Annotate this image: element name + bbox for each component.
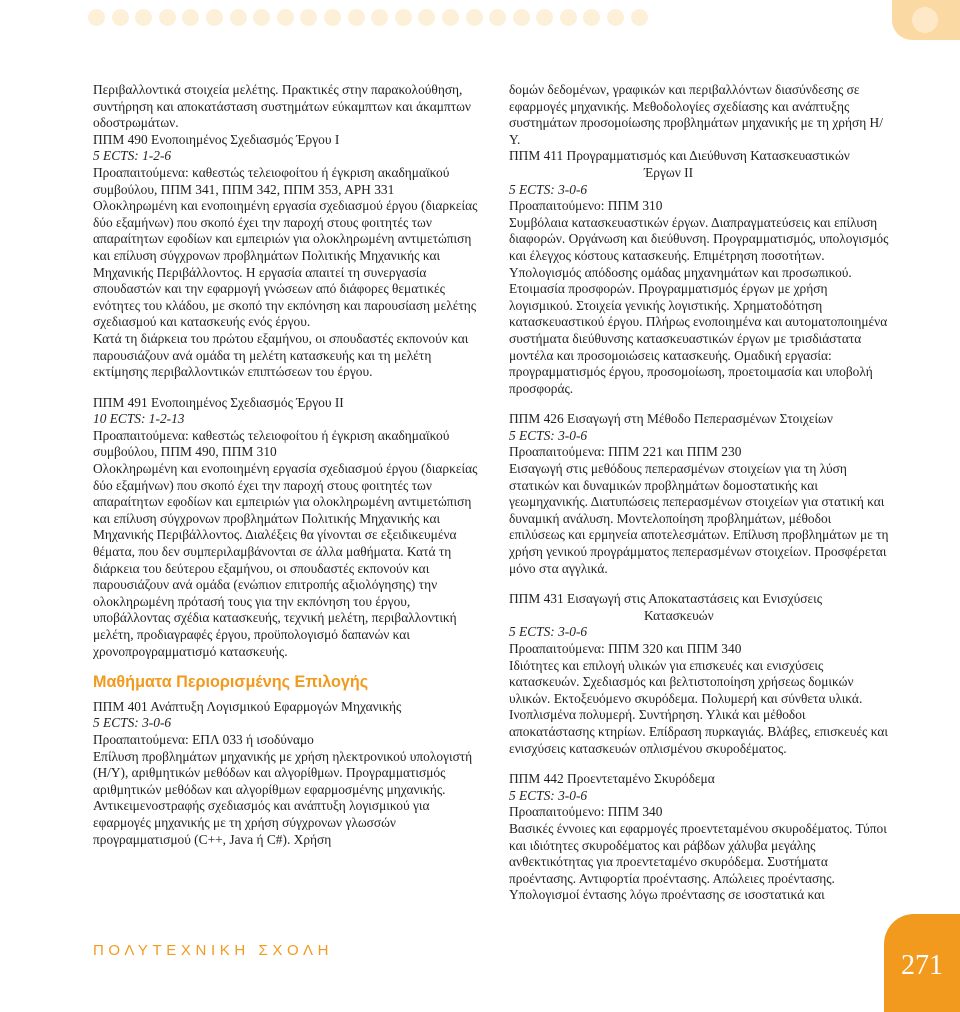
header-dot xyxy=(88,9,105,26)
header-dot xyxy=(206,9,223,26)
course-description-continued: Κατά τη διάρκεια του πρώτου εξαμήνου, οι σπουδαστές εκπονούν και παρουσιάζουν ανά ομάδα τη μελέτη κατασκευής και τη μελέτη εκτίμησης περιβαλλοντικών επιπτώσεων του έργου. xyxy=(93,330,469,380)
course-ects: 5 ECTS: 3-0-6 xyxy=(509,624,588,640)
course-title: ΠΠΜ 426 Εισαγωγή στη Μέθοδο Πεπερασμένων Στοιχείων xyxy=(509,411,833,427)
header-dot xyxy=(536,9,553,26)
footer-school-name: ΠΟΛΥΤΕΧΝΙΚΗ ΣΧΟΛΗ xyxy=(93,942,334,959)
course-title-line1: ΠΠΜ 431 Εισαγωγή στις Αποκαταστάσεις και Ενισχύσεις xyxy=(509,591,823,607)
course-title-line2: Κατασκευών xyxy=(644,607,714,623)
page-number-box xyxy=(884,914,960,1012)
course-ects: 5 ECTS: 3-0-6 xyxy=(509,787,588,803)
header-dots xyxy=(88,9,648,26)
course-title xyxy=(509,148,889,181)
page-number: 271 xyxy=(901,950,943,981)
course-ppm491 xyxy=(93,395,483,661)
header-dot xyxy=(159,9,176,26)
header-dot xyxy=(371,9,388,26)
header-dot xyxy=(324,9,341,26)
header-dot xyxy=(466,9,483,26)
course-description: Επίλυση προβλημάτων μηχανικής με χρήση ηλεκτρονικού υπολογιστή (Η/Υ), αριθμητικών μεθόδων και αλγορίθμων. Προγραμματισμός αριθμητικών μεθόδων και αλγορίθμων εφαρμοσμένης μηχανικής. Αντικειμενοστραφής σχεδιασμός και ανάπτυξη λογισμικού για εφαρμογές μηχανικής με τη χρήση σύγχρονων γλωσσών προγραμματισμού (C++, Java ή C#). Χρήση xyxy=(93,748,473,847)
right-column xyxy=(509,82,889,918)
section-heading: Μαθήματα Περιορισμένης Επιλογής xyxy=(93,673,369,692)
header-dot xyxy=(489,9,506,26)
course-prerequisites: Προαπαιτούμενο: ΠΠΜ 310 xyxy=(509,198,663,214)
course-ppm401 xyxy=(93,699,483,848)
header-dot xyxy=(182,9,199,26)
course-title: ΠΠΜ 401 Ανάπτυξη Λογισμικού Εφαρμογών Μηχανικής xyxy=(93,698,402,714)
course-description: Βασικές έννοιες και εφαρμογές προεντεταμένου σκυροδέματος. Τύποι και ιδιότητες σκυροδέματος και ράβδων χάλυβα μεγάλης ανθεκτικότητας για προεντεταμένο σκυρόδεμα. Συστήματα προέντασης. Αντιφορτία προέντασης. Απώλειες προέντασης. Υπολογισμοί έντασης λόγω προέντασης σε ισοστατικά και xyxy=(509,820,887,903)
course-description: Εισαγωγή στις μεθόδους πεπερασμένων στοιχείων για τη λύση στατικών και δυναμικών προβλημάτων δομοστατικής και γεωμηχανικής. Διατυπώσεις πεπερασμένων στοιχείων για στατική και δυναμική ανάλυση. Μοντελοποίηση προβλημάτων, μέθοδοι επιλύσεως και ερμηνεία αποτελεσμάτων. Επίλυση προβλημάτων με τη χρήση γενικού προγράμματος πεπερασμένων στοιχείων. Προσφέρεται μόνο στα αγγλικά. xyxy=(509,461,889,576)
course-title: ΠΠΜ 491 Ενοποιημένος Σχεδιασμός Έργου ΙΙ xyxy=(93,394,344,410)
course-title-line1: ΠΠΜ 411 Προγραμματισμός και Διεύθυνση Κατασκευαστικών xyxy=(509,148,850,164)
header-dot xyxy=(277,9,294,26)
course-prerequisites: Προαπαιτούμενα: ΠΠΜ 221 και ΠΠΜ 230 xyxy=(509,444,742,460)
header-dot xyxy=(253,9,270,26)
course-title: ΠΠΜ 442 Προεντεταμένο Σκυρόδεμα xyxy=(509,771,715,787)
header-dot xyxy=(112,9,129,26)
course-description: Συμβόλαια κατασκευαστικών έργων. Διαπραγματεύσεις και επίλυση διαφορών. Οργάνωση και διεύθυνση. Προγραμματισμός, υπολογισμός και έλεγχος κόστους κατασκευής. Επιμέτρηση ποσοτήτων. Υπολογισμός απόδοσης ομάδας μηχανημάτων και προσωπικού. Ετοιμασία προσφορών. Προγραμματισμός έργων με χρήση λογισμικού. Στοιχεία γενικής λογιστικής. Χρηματοδότηση κατασκευαστικού έργου. Πλήρως ενοποιημένα και αυτοματοποιημένα συστήματα διεύθυνσης κατασκευαστικών έργων με τρισδιάστατα μοντέλα και προσομοιώσεις κατασκευής. Ομαδική εργασία: προγραμματισμός έργου, προσομοίωση, προετοιμασία και υποβολή προσφοράς. xyxy=(509,214,889,396)
course-description: Ιδιότητες και επιλογή υλικών για επισκευές και ενισχύσεις κατασκευών. Σχεδιασμός και βελτιστοποίηση χρήσεως δομικών υλικών. Εκτοξευόμενο σκυρόδεμα. Πολυμερή και σύνθετα υλικά. Ινοπλισμένα πολυμερή. Συντήρηση. Υλικά και μέθοδοι αποκατάστασης κτηρίων. Επίδραση πυρκαγιάς. Βλάβες, επισκευές και ενισχύσεις κατασκευών οπλισμένου σκυροδέματος. xyxy=(509,657,888,756)
left-intro-text: Περιβαλλοντικά στοιχεία μελέτης. Πρακτικές στην παρακολούθηση, συντήρηση και αποκατάσταση συστημάτων εύκαμπτων και άκαμπτων οδοστρωμάτων. xyxy=(93,82,471,131)
course-title-line2: Έργων ΙΙ xyxy=(644,164,694,180)
course-ppm431 xyxy=(509,591,889,757)
course-prerequisites: Προαπαιτούμενα: ΠΠΜ 320 και ΠΠΜ 340 xyxy=(509,641,742,656)
course-prerequisites: Προαπαιτούμενο: ΠΠΜ 340 xyxy=(509,804,663,820)
header-dot xyxy=(442,9,459,26)
course-ppm490 xyxy=(93,132,483,381)
course-ects: 5 ECTS: 3-0-6 xyxy=(509,181,588,197)
header-dot xyxy=(631,9,648,26)
header-dot xyxy=(348,9,365,26)
course-ects: 5 ECTS: 1-2-6 xyxy=(93,148,172,164)
course-description: Ολοκληρωμένη και ενοποιημένη εργασία σχεδιασμού έργου (διαρκείας δύο εξαμήνων) που σκοπό έχει την παροχή στους φοιτητές των απαραίτητων εφοδίων και εμπειριών για ολοκληρωμένη αντιμετώπιση και επίλυση σύγχρονων προβλημάτων Πολιτικής Μηχανικής και Μηχανικής Περιβάλλοντος. Η εργασία απαιτεί τη συνεργασία σπουδαστών και την εφαρμογή γνώσεων από διάφορες θεματικές ενότητες του κλάδου, με σκοπό την εκπόνηση και παρουσίαση μελέτης σχεδιασμού και κατασκευής ενός έργου. xyxy=(93,198,478,330)
course-ects: 5 ECTS: 3-0-6 xyxy=(93,715,172,731)
header-dot xyxy=(583,9,600,26)
header-dot xyxy=(230,9,247,26)
course-ects: 10 ECTS: 1-2-13 xyxy=(93,411,185,427)
course-prerequisites: Προαπαιτούμενα: καθεστώς τελειοφοίτου ή έγκριση ακαδημαϊκού συμβούλου, ΠΠΜ 490, ΠΠΜ 310 xyxy=(93,427,450,460)
course-ppm411 xyxy=(509,148,889,397)
course-description: Ολοκληρωμένη και ενοποιημένη εργασία σχεδιασμού έργου (διαρκείας δύο εξαμήνων) που σκοπό έχει την παροχή στους φοιτητές των απαραίτητων εφοδίων και εμπειριών για ολοκληρωμένη αντιμετώπιση και επίλυση σύγχρονων προβλημάτων Πολιτικής Μηχανικής και Μηχανικής Περιβάλλοντος. Διαλέξεις θα γίνονται σε εξειδικευμένα θέματα, που δεν συμπεριλαμβάνονται σε άλλα μαθήματα. Κατά τη διάρκεια του δεύτερου εξαμήνου, οι σπουδαστές εκπονούν και παρουσιάζουν ανά ομάδα (ενώπιον επιτροπής αξιολόγησης) την ολοκληρωμένη πρότασή τους για την εκπόνηση του έργου, υποβάλλοντας σχέδια κατασκευής, τεχνική μελέτη, περιβαλλοντική μελέτη, προδιαγραφές έργου, προϋπολογισμό δαπανών και χρονοπρογραμματισμό κατασκευής. xyxy=(93,461,478,659)
course-title xyxy=(509,591,889,624)
header-corner-decoration xyxy=(892,0,960,40)
course-ppm426 xyxy=(509,411,889,577)
course-prerequisites: Προαπαιτούμενα: ΕΠΛ 033 ή ισοδύναμο xyxy=(93,731,314,747)
header-dot xyxy=(300,9,317,26)
header-dot xyxy=(607,9,624,26)
course-title: ΠΠΜ 490 Ενοποιημένος Σχεδιασμός Έργου Ι xyxy=(93,131,340,147)
header-dot xyxy=(395,9,412,26)
course-prerequisites: Προαπαιτούμενα: καθεστώς τελειοφοίτου ή έγκριση ακαδημαϊκού συμβούλου, ΠΠΜ 341, ΠΠΜ 342, ΠΠΜ 353, ΑΡΗ 331 xyxy=(93,164,450,197)
header-dot xyxy=(560,9,577,26)
header-dot xyxy=(135,9,152,26)
course-ppm442 xyxy=(509,771,889,904)
header-dot xyxy=(513,9,530,26)
course-ects: 5 ECTS: 3-0-6 xyxy=(509,427,588,443)
right-intro-text: δομών δεδομένων, γραφικών και περιβαλλόντων διασύνδεσης σε εφαρμογές μηχανικής. Μεθοδολογίες σχεδίασης και ανάπτυξης συστημάτων προσομοίωσης προβλημάτων μηχανικής με τη χρήση Η/Υ. xyxy=(509,82,883,147)
header-corner-circle xyxy=(912,7,938,33)
header-dot xyxy=(418,9,435,26)
left-column xyxy=(93,82,483,862)
